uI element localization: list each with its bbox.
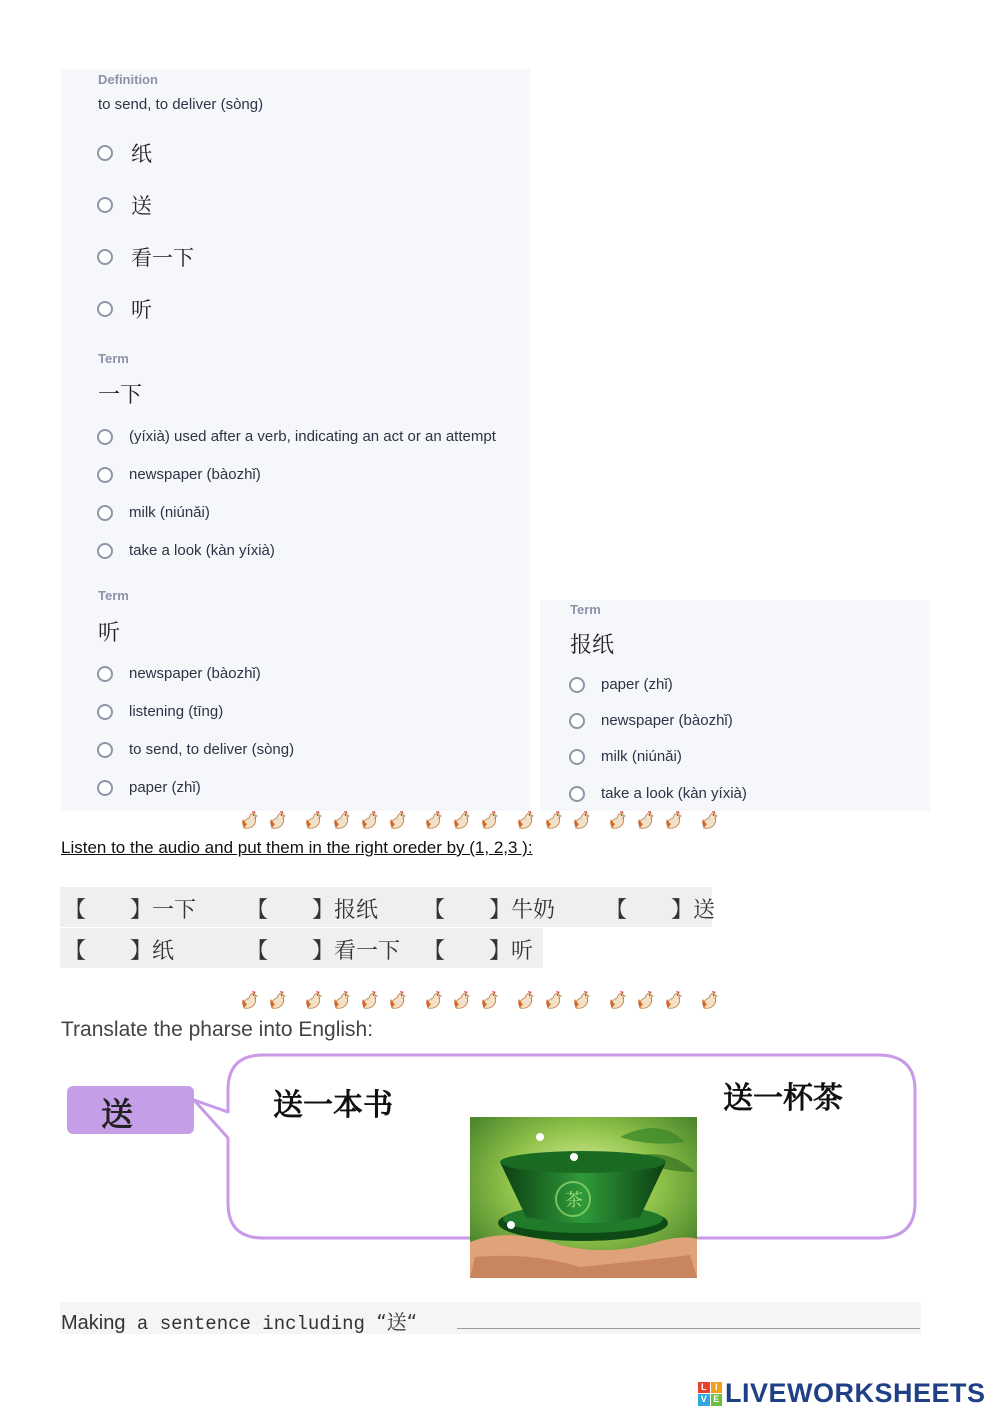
term-text: 一下 (98, 383, 143, 408)
option[interactable]: newspaper (bàozhǐ) (97, 466, 261, 483)
rooster-icon (452, 990, 480, 1012)
phrase-give-a-cup-of-tea: 送一杯茶 (723, 1081, 843, 1116)
rooster-icon (636, 990, 664, 1012)
rooster-icon (360, 810, 388, 832)
rooster-icon (304, 810, 332, 832)
option[interactable]: (yíxià) used after a verb, indicating an act or an attempt (97, 428, 496, 445)
order-slot[interactable]: 【 】报纸 (246, 898, 379, 923)
option[interactable]: to send, to deliver (sòng) (97, 741, 294, 758)
option[interactable]: paper (zhǐ) (569, 676, 673, 693)
radio-button[interactable] (97, 429, 113, 445)
radio-button[interactable] (97, 742, 113, 758)
option-kan-yixia[interactable]: 看一下 (97, 242, 194, 272)
rooster-icon (572, 810, 600, 832)
rooster-icon (268, 990, 296, 1012)
rooster-icon (700, 810, 728, 832)
quiz-card-ting (61, 585, 530, 811)
ordering-row-1 (60, 887, 716, 927)
radio-button[interactable] (97, 780, 113, 796)
rooster-icon (700, 990, 728, 1012)
radio-button[interactable] (97, 505, 113, 521)
brand-name: LIVEWORKSHEETS (725, 1378, 986, 1408)
rooster-icon (240, 810, 268, 832)
radio-button[interactable] (97, 704, 113, 720)
radio-button[interactable] (569, 749, 585, 765)
rooster-icon (304, 990, 332, 1012)
order-slot[interactable]: 【 】纸 (64, 939, 175, 964)
rooster-icon (480, 810, 508, 832)
radio-button[interactable] (97, 301, 113, 317)
keyword-text: 送 (101, 1095, 134, 1133)
rooster-divider (240, 810, 728, 832)
radio-button[interactable] (97, 145, 113, 161)
rooster-icon (240, 990, 268, 1012)
tea-character: 茶 (565, 1190, 583, 1211)
option-zhi[interactable]: 纸 (97, 138, 152, 168)
rooster-icon (636, 810, 664, 832)
rooster-icon (332, 810, 360, 832)
option-song[interactable]: 送 (97, 190, 152, 220)
liveworksheets-logo (698, 1378, 986, 1409)
card-label: Term (98, 351, 129, 366)
tea-cup-image (470, 1117, 697, 1278)
ordering-instruction: Listen to the audio and put them in the right oreder by (1, 2,3 ): (61, 838, 533, 857)
radio-button[interactable] (97, 249, 113, 265)
order-slot[interactable]: 【 】听 (423, 939, 534, 964)
rooster-icon (572, 990, 600, 1012)
rooster-icon (664, 810, 692, 832)
radio-button[interactable] (97, 197, 113, 213)
term-text: 报纸 (570, 633, 615, 658)
rooster-icon (544, 990, 572, 1012)
sentence-prompt: Making a sentence including “送“ (61, 1310, 418, 1335)
radio-button[interactable] (97, 666, 113, 682)
radio-button[interactable] (97, 467, 113, 483)
rooster-divider (240, 990, 728, 1012)
card-label: Term (570, 602, 601, 617)
answer-line[interactable] (457, 1328, 920, 1329)
rooster-icon (664, 990, 692, 1012)
ordering-row-2 (60, 928, 543, 968)
radio-button[interactable] (569, 713, 585, 729)
term-text: 听 (98, 621, 121, 646)
card-label: Definition (98, 72, 158, 87)
rooster-icon (360, 990, 388, 1012)
rooster-icon (424, 990, 452, 1012)
rooster-icon (544, 810, 572, 832)
rooster-icon (332, 990, 360, 1012)
option[interactable]: listening (tīng) (97, 703, 223, 720)
rooster-icon (516, 990, 544, 1012)
option[interactable]: paper (zhǐ) (97, 779, 201, 796)
rooster-icon (388, 810, 416, 832)
card-label: Term (98, 588, 129, 603)
rooster-icon (452, 810, 480, 832)
phrase-give-a-book: 送一本书 (273, 1088, 393, 1123)
order-slot[interactable]: 【 】一下 (64, 898, 197, 923)
radio-button[interactable] (97, 543, 113, 559)
rooster-icon (480, 990, 508, 1012)
translate-title: Translate the pharse into English: (61, 1018, 374, 1041)
option[interactable]: milk (niúnǎi) (569, 748, 682, 765)
option[interactable]: newspaper (bàozhǐ) (569, 712, 733, 729)
rooster-icon (608, 810, 636, 832)
radio-button[interactable] (569, 786, 585, 802)
liveworksheets-icon: L I V E (698, 1382, 722, 1406)
radio-button[interactable] (569, 677, 585, 693)
option-ting[interactable]: 听 (97, 294, 152, 324)
option[interactable]: take a look (kàn yíxià) (97, 542, 275, 559)
rooster-icon (516, 810, 544, 832)
rooster-icon (608, 990, 636, 1012)
option[interactable]: milk (niúnǎi) (97, 504, 210, 521)
option[interactable]: newspaper (bàozhǐ) (97, 665, 261, 682)
option[interactable]: take a look (kàn yíxià) (569, 785, 747, 802)
rooster-icon (268, 810, 296, 832)
definition-text: to send, to deliver (sòng) (98, 96, 264, 113)
order-slot[interactable]: 【 】看一下 (246, 939, 401, 964)
rooster-icon (388, 990, 416, 1012)
order-slot[interactable]: 【 】送 (605, 898, 716, 923)
rooster-icon (424, 810, 452, 832)
order-slot[interactable]: 【 】牛奶 (423, 898, 556, 923)
